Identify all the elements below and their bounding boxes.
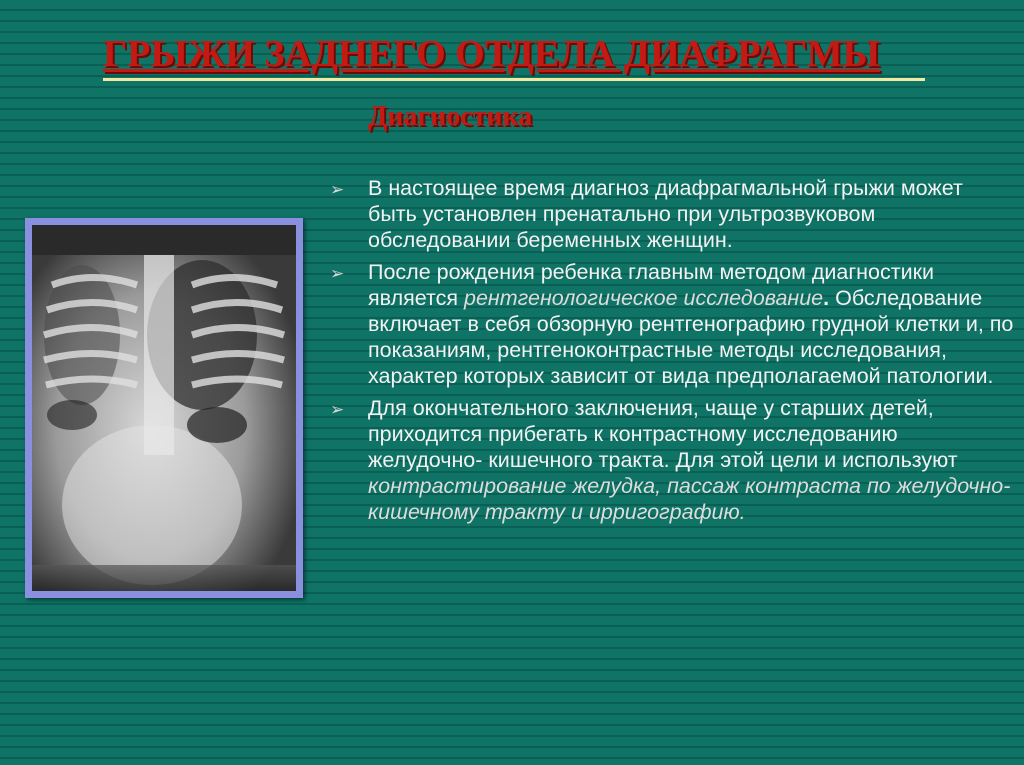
slide-title: ГРЫЖИ ЗАДНЕГО ОТДЕЛА ДИАФРАГМЫ	[103, 33, 880, 75]
arrow-bullet-icon: ➢	[330, 180, 345, 199]
bullet-item	[330, 259, 1015, 389]
title-underline	[103, 78, 925, 81]
bullet-text-bold: .	[823, 286, 836, 310]
bullet-list	[330, 175, 1015, 531]
arrow-bullet-icon: ➢	[330, 264, 345, 283]
bullet-text-italic: контрастирование желудка, пассаж контраста по желудочно- кишечному тракту и ирригографию.	[368, 474, 1011, 524]
bullet-text: Обследование включает в себя обзорную рентгенографию грудной клетки и, по показаниям, рентгеноконтрастные методы исследования, характер которых зависит от вида предполагаемой патологии.	[368, 286, 1014, 388]
bullet-text: Для окончательного заключения, чаще у старших детей, приходится прибегать к контрастному исследованию желудочно- кишечного тракта. Для этой цели и используют	[368, 396, 958, 472]
slide-subtitle: Диагностика	[368, 101, 533, 132]
bullet-text: В настоящее время диагноз диафрагмальной грыжи может быть установлен пренатально при ультрозвуковом обследовании беременных женщин.	[368, 176, 963, 252]
bullet-item	[330, 395, 1015, 525]
bullet-text: После рождения ребенка главным методом диагностики является	[368, 260, 935, 310]
chest-xray-image	[25, 218, 303, 598]
bullet-item	[330, 175, 1015, 253]
arrow-bullet-icon: ➢	[330, 400, 345, 419]
bullet-text-italic: рентгенологическое исследование	[463, 286, 824, 310]
title-block	[103, 32, 933, 76]
xray-illustration	[32, 225, 296, 591]
